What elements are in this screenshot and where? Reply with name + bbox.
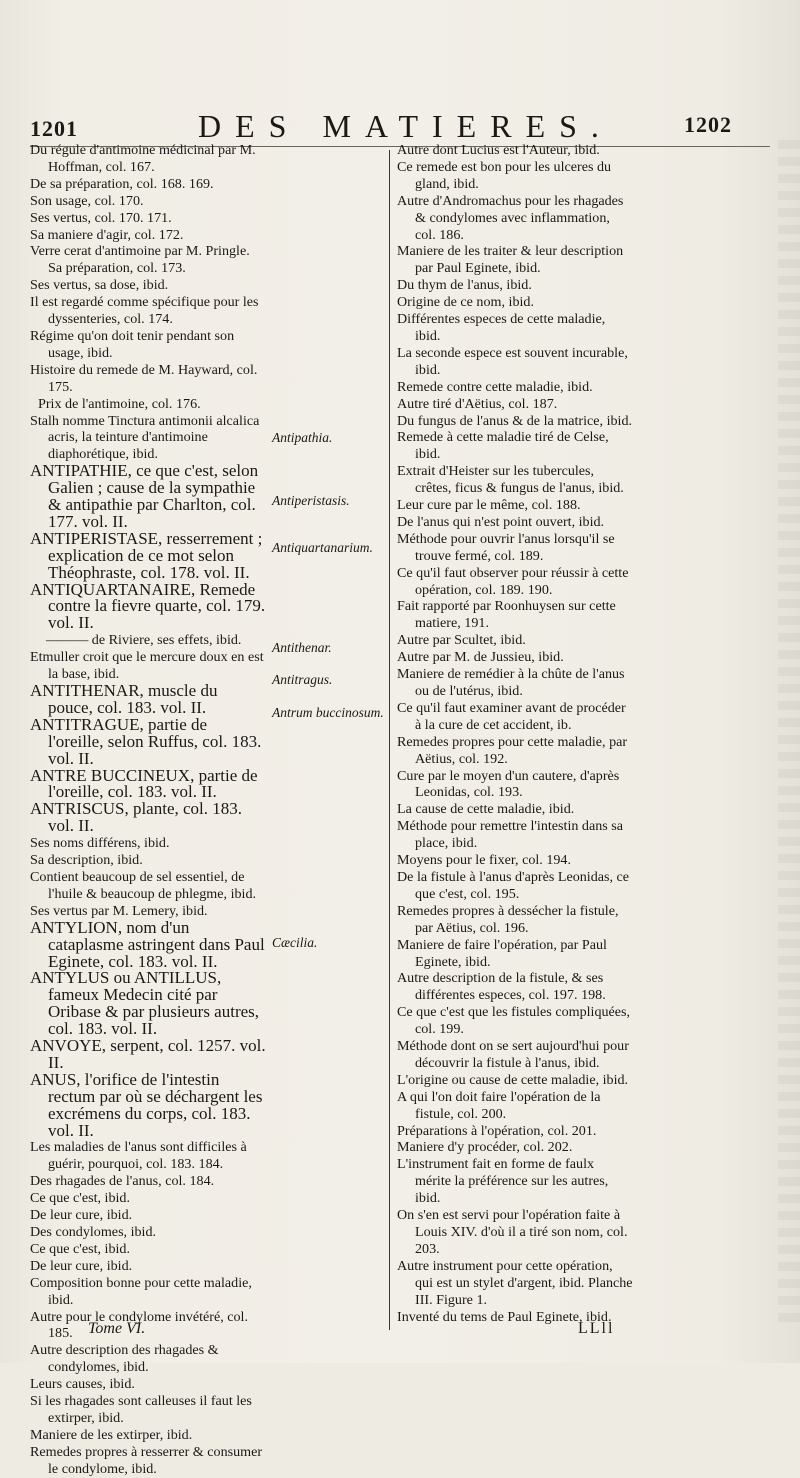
index-entry: Du thym de l'anus, ibid. (397, 277, 532, 294)
index-entry: Ce qu'il faut examiner avant de procéder à la cure de cet accident, ib. (397, 699, 626, 733)
index-entry: Etmuller croit que le mercure doux en est la base, ibid. (30, 649, 264, 683)
index-entry: Ses vertus, sa dose, ibid. (30, 277, 169, 294)
index-entry: Autre tiré d'Aëtius, col. 187. (397, 395, 558, 412)
margin-note: Antipathia. (272, 430, 333, 445)
index-entry: Du fungus de l'anus & de la matrice, ibid. (397, 412, 633, 429)
index-entry: Ce remede est bon pour les ulceres du gland, ibid. (397, 158, 612, 192)
index-entry: Méthode dont on se sert aujourd'hui pour découvrir la fistule à l'anus, ibid. (397, 1038, 629, 1071)
facing-page-show-through (778, 140, 800, 1330)
left-column (30, 142, 266, 1478)
index-headword-entry: ANTRE BUCCINEUX, partie de l'oreille, col. 183. vol. II. (30, 765, 258, 802)
index-entry: Autre pour le condylome invétéré, col. 185. (30, 1308, 248, 1342)
margin-note: Antiquartanarium. (272, 540, 373, 555)
index-entry: L'instrument fait en forme de faulx mérite la préférence sur les autres, ibid. (397, 1156, 609, 1207)
index-entry: Fait rapporté par Roonhuysen sur cette matiere, 191. (397, 598, 616, 632)
index-entry: Préparations à l'opération, col. 201. (397, 1122, 597, 1139)
index-entry: Remede contre cette maladie, ibid. (397, 378, 593, 395)
index-entry: Sa description, ibid. (30, 852, 143, 869)
index-entry: Cure par le moyen d'un cautere, d'après Leonidas, col. 193. (397, 767, 620, 801)
index-entry: Si les rhagades sont calleuses il faut les extirper, ibid. (30, 1393, 252, 1426)
margin-note: Antrum buccinosum. (272, 705, 384, 720)
index-entry: De sa préparation, col. 168. 169. (30, 175, 214, 192)
index-entry: Remede à cette maladie tiré de Celse, ibid. (397, 429, 609, 463)
index-entry: On s'en est servi pour l'opération faite à Louis XIV. d'où il a tiré son nom, col. 203. (397, 1207, 628, 1257)
index-entry: L'origine ou cause de cette maladie, ibid. (397, 1071, 629, 1088)
index-entry: De leur cure, ibid. (30, 1207, 133, 1224)
index-headword-entry: ANTYLUS ou ANTILLUS, fameux Medecin cité par Oribase & par plusieurs autres, col. 183. vol. II. (30, 968, 260, 1039)
index-entry: Contient beaucoup de sel essentiel, de l'huile & beaucoup de phlegme, ibid. (30, 868, 257, 902)
index-entry: Autre par M. de Jussieu, ibid. (397, 649, 564, 666)
index-entry: Sa maniere d'agir, col. 172. (30, 226, 184, 243)
index-entry: Différentes especes de cette maladie, ibid. (397, 311, 606, 344)
index-entry: De leur cure, ibid. (30, 1257, 133, 1274)
index-entry: ——— de Riviere, ses effets, ibid. (46, 632, 242, 649)
index-entry: Son usage, col. 170. (30, 192, 144, 209)
index-entry: Remedes propres pour cette maladie, par Aëtius, col. 192. (397, 733, 628, 767)
index-entry: Des condylomes, ibid. (30, 1224, 157, 1240)
index-entry: Inventé du tems de Paul Eginete, ibid. (397, 1308, 612, 1325)
index-headword-entry: ANTIPERISTASE, resserrement ; explication de ce mot selon Théophraste, col. 178. vol. II. (30, 528, 263, 582)
index-entry: Autre description des rhagades & condylomes, ibid. (30, 1342, 219, 1376)
index-entry: Ce que c'est, ibid. (30, 1190, 130, 1207)
index-entry: Extrait d'Heister sur les tubercules, crêtes, ficus & fungus de l'anus, ibid. (397, 463, 624, 497)
index-entry: Origine de ce nom, ibid. (397, 294, 534, 311)
index-entry: La cause de cette maladie, ibid. (397, 801, 575, 818)
index-entry: Autre description de la fistule, & ses différentes especes, col. 197. 198. (397, 970, 606, 1004)
index-headword-entry: ANTIPATHIE, ce que c'est, selon Galien ; cause de la sympathie & antipathie par Charlton, col. 177. vol. II. (30, 461, 259, 531)
margin-note: Antiperistasis. (272, 493, 350, 508)
left-column-number: 1201 (30, 116, 78, 141)
index-entry: Ce que c'est, ibid. (30, 1240, 130, 1257)
index-entry: Moyens pour le fixer, col. 194. (397, 852, 572, 869)
margin-note: Cæcilia. (272, 935, 318, 950)
index-headword-entry: ANTITHENAR, muscle du pouce, col. 183. vol. II. (30, 681, 218, 717)
index-entry: Il est regardé comme spécifique pour les dyssenteries, col. 174. (30, 294, 259, 328)
index-entry: Stalh nomme Tinctura antimonii alcalica acris, la teinture d'antimoine diaphorétique, ibid. (30, 412, 260, 463)
index-entry: Leurs causes, ibid. (30, 1376, 135, 1393)
index-entry: Ce que c'est que les fistules compliquées, col. 199. (397, 1004, 631, 1038)
index-headword-entry: ANTIQUARTANAIRE, Remede contre la fievre quarte, col. 179. vol. II. (30, 579, 266, 633)
index-entry: Histoire du remede de M. Hayward, col. 175. (30, 361, 258, 395)
index-entry: Composition bonne pour cette maladie, ibid. (30, 1274, 252, 1308)
index-entry: Maniere de faire l'opération, par Paul Eginete, ibid. (397, 936, 607, 970)
index-headword-entry: ANTITRAGUE, partie de l'oreille, selon Ruffus, col. 183. vol. II. (30, 714, 262, 768)
index-entry: Les maladies de l'anus sont difficiles à guérir, pourquoi, col. 183. 184. (30, 1139, 247, 1173)
index-entry: Remedes propres à resserrer & consumer le condylome, ibid. (30, 1443, 263, 1477)
index-entry: Maniere de les traiter & leur description par Paul Eginete, ibid. (397, 243, 624, 277)
index-entry: Autre instrument pour cette opération, qui est un stylet d'argent, ibid. Planche III. Figure 1. (397, 1257, 633, 1308)
index-headword-entry: ANTYLION, nom d'un cataplasme astringent dans Paul Eginete, col. 183. vol. II. (30, 917, 265, 971)
index-entry: Ses vertus, col. 170. 171. (30, 209, 172, 226)
index-entry: Leur cure par le même, col. 188. (397, 497, 581, 514)
index-entry: Autre dont Lucius est l'Auteur, ibid. (397, 142, 600, 158)
index-entry: Régime qu'on doit tenir pendant son usage, ibid. (30, 327, 235, 361)
index-entry: Des rhagades de l'anus, col. 184. (30, 1173, 215, 1190)
index-entry: Autre par Scultet, ibid. (397, 632, 526, 649)
index-entry: De la fistule à l'anus d'après Leonidas, ce que c'est, col. 195. (397, 868, 630, 902)
index-entry: Maniere de remédier à la chûte de l'anus ou de l'utérus, ibid. (397, 666, 625, 699)
index-entry: Ses noms différens, ibid. (30, 835, 170, 852)
index-entry: Maniere de les extirper, ibid. (30, 1426, 193, 1443)
margin-note: Antitragus. (272, 672, 333, 687)
index-entry: Verre cerat d'antimoine par M. Pringle. Sa préparation, col. 173. (30, 243, 250, 277)
index-entry: Méthode pour ouvrir l'anus lorsqu'il se trouve fermé, col. 189. (397, 530, 615, 564)
index-entry: Autre d'Andromachus pour les rhagades & condylomes avec inflammation, col. 186. (397, 192, 624, 243)
signature-mark: LLll (578, 1320, 615, 1337)
index-headword-entry: ANTRISCUS, plante, col. 183. vol. II. (30, 799, 243, 836)
index-entry: Prix de l'antimoine, col. 176. (38, 395, 201, 412)
index-entry: A qui l'on doit faire l'opération de la fistule, col. 200. (397, 1088, 601, 1122)
index-headword-entry: ANVOYE, serpent, col. 1257. vol. II. (30, 1036, 266, 1072)
index-entry: Du régule d'antimoine médicinal par M. Hoffman, col. 167. (30, 142, 256, 175)
column-divider (389, 150, 390, 1330)
index-entry: La seconde espece est souvent incurable, ibid. (397, 344, 628, 378)
index-entry: De l'anus qui n'est point ouvert, ibid. (397, 513, 605, 530)
volume-label: Tome VI. (88, 1320, 146, 1337)
right-column-number: 1202 (684, 112, 732, 137)
running-title: DES MATIERES. (198, 108, 613, 144)
index-headword-entry: ANUS, l'orifice de l'intestin rectum par où se déchargent les excrémens du corps, col. 183. vol. II. (30, 1069, 263, 1140)
index-entry: Ce qu'il faut observer pour réussir à cette opération, col. 189. 190. (397, 564, 629, 598)
margin-note: Antithenar. (272, 640, 332, 655)
index-entry: Méthode pour remettre l'intestin dans sa place, ibid. (397, 818, 624, 852)
index-entry: Maniere d'y procéder, col. 202. (397, 1139, 573, 1156)
index-entry: Ses vertus par M. Lemery, ibid. (30, 902, 208, 919)
index-entry: Remedes propres à dessécher la fistule, par Aëtius, col. 196. (397, 902, 619, 936)
right-column (397, 142, 633, 1325)
